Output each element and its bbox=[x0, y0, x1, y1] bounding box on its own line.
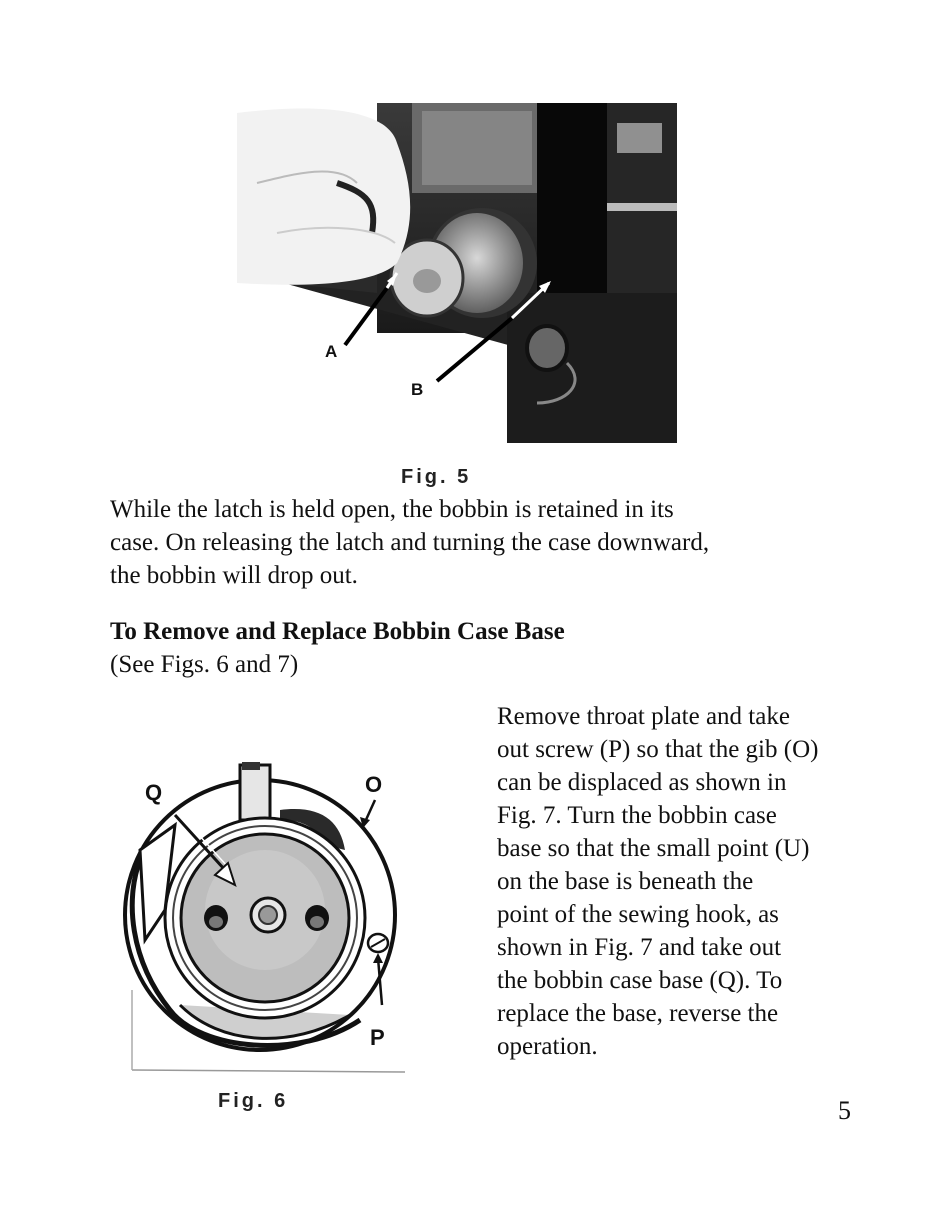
figure-5-label-a: A bbox=[325, 342, 338, 361]
paragraph-line: the bobbin will drop out. bbox=[110, 562, 358, 589]
paragraph-line: Remove throat plate and take bbox=[497, 703, 790, 730]
figure-6-label-q: Q bbox=[145, 780, 163, 805]
paragraph-line: base so that the small point (U) bbox=[497, 835, 810, 862]
paragraph-line: Fig. 7. Turn the bobbin case bbox=[497, 802, 777, 829]
figure-5-image bbox=[237, 103, 677, 443]
page-number: 5 bbox=[838, 1096, 851, 1125]
paragraph-line: the bobbin case base (Q). To bbox=[497, 967, 783, 994]
paragraph-bobbin-retained bbox=[110, 493, 830, 592]
paragraph-remove-bobbin-case-base bbox=[497, 700, 877, 1063]
section-subheading: (See Figs. 6 and 7) bbox=[110, 651, 299, 678]
figure-5-caption: Fig. 5 bbox=[401, 466, 472, 488]
paragraph-line: can be displaced as shown in bbox=[497, 769, 787, 796]
figure-6-label-o: O bbox=[365, 772, 383, 797]
figure-6-caption: Fig. 6 bbox=[218, 1090, 289, 1112]
section-heading: To Remove and Replace Bobbin Case Base bbox=[110, 618, 565, 645]
figure-5-label-b: B bbox=[411, 380, 424, 399]
paragraph-line: operation. bbox=[497, 1033, 598, 1060]
figure-6-image bbox=[120, 760, 410, 1080]
paragraph-line: shown in Fig. 7 and take out bbox=[497, 934, 782, 961]
paragraph-line: While the latch is held open, the bobbin is retained in its bbox=[110, 496, 674, 523]
paragraph-line: case. On releasing the latch and turning the case downward, bbox=[110, 529, 710, 556]
paragraph-line: out screw (P) so that the gib (O) bbox=[497, 736, 819, 763]
paragraph-line: replace the base, reverse the bbox=[497, 1000, 779, 1027]
paragraph-line: point of the sewing hook, as bbox=[497, 901, 779, 928]
figure-6-label-p: P bbox=[370, 1025, 385, 1050]
paragraph-line: on the base is beneath the bbox=[497, 868, 754, 895]
